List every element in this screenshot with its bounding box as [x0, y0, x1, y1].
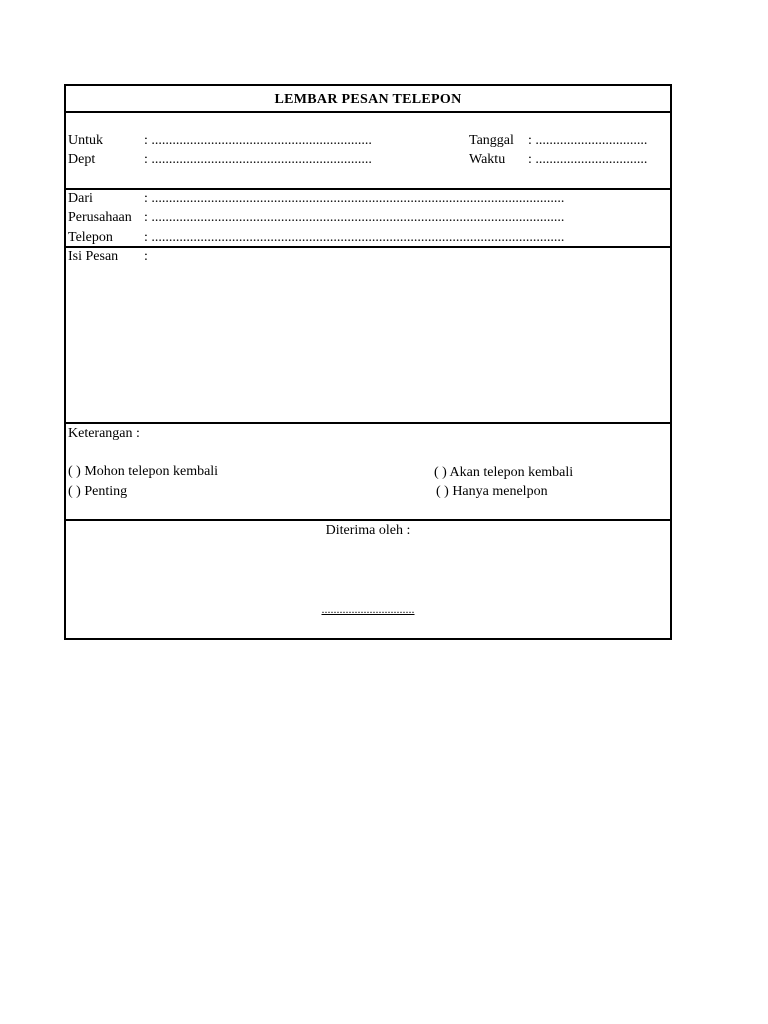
perusahaan-field[interactable]: : ......................................................................................................................: [144, 210, 565, 225]
dari-field[interactable]: : ......................................................................................................................: [144, 191, 565, 206]
option-mohon-telepon-kembali[interactable]: ( ) Mohon telepon kembali: [68, 464, 219, 479]
tanggal-label: Tanggal: [469, 133, 514, 148]
diterima-oleh-label: Diterima oleh :: [325, 523, 411, 538]
divider: [66, 422, 670, 424]
dept-field[interactable]: : ...............................................................: [144, 152, 372, 167]
isi-pesan-label: Isi Pesan: [68, 249, 119, 264]
untuk-label: Untuk: [68, 133, 103, 148]
tanggal-field[interactable]: : ................................: [528, 133, 648, 148]
divider: [66, 111, 670, 113]
dept-label: Dept: [68, 152, 96, 167]
untuk-field[interactable]: : ...............................................................: [144, 133, 372, 148]
option-hanya-menelpon[interactable]: ( ) Hanya menelpon: [436, 484, 548, 499]
waktu-field[interactable]: : ................................: [528, 152, 648, 167]
perusahaan-label: Perusahaan: [68, 210, 132, 225]
telepon-label: Telepon: [68, 230, 113, 245]
telepon-field[interactable]: : ......................................................................................................................: [144, 230, 565, 245]
form-title: LEMBAR PESAN TELEPON: [274, 92, 462, 107]
option-akan-telepon-kembali[interactable]: ( ) Akan telepon kembali: [434, 465, 574, 480]
keterangan-label: Keterangan :: [68, 426, 140, 441]
divider: [66, 188, 670, 190]
phone-message-form: [64, 84, 672, 640]
isi-pesan-colon: :: [144, 249, 148, 264]
waktu-label: Waktu: [469, 152, 506, 167]
signature-line[interactable]: ...............................: [321, 602, 415, 616]
isi-pesan-area[interactable]: [156, 248, 666, 418]
divider: [66, 519, 670, 521]
dari-label: Dari: [68, 191, 93, 206]
option-penting[interactable]: ( ) Penting: [68, 484, 128, 499]
